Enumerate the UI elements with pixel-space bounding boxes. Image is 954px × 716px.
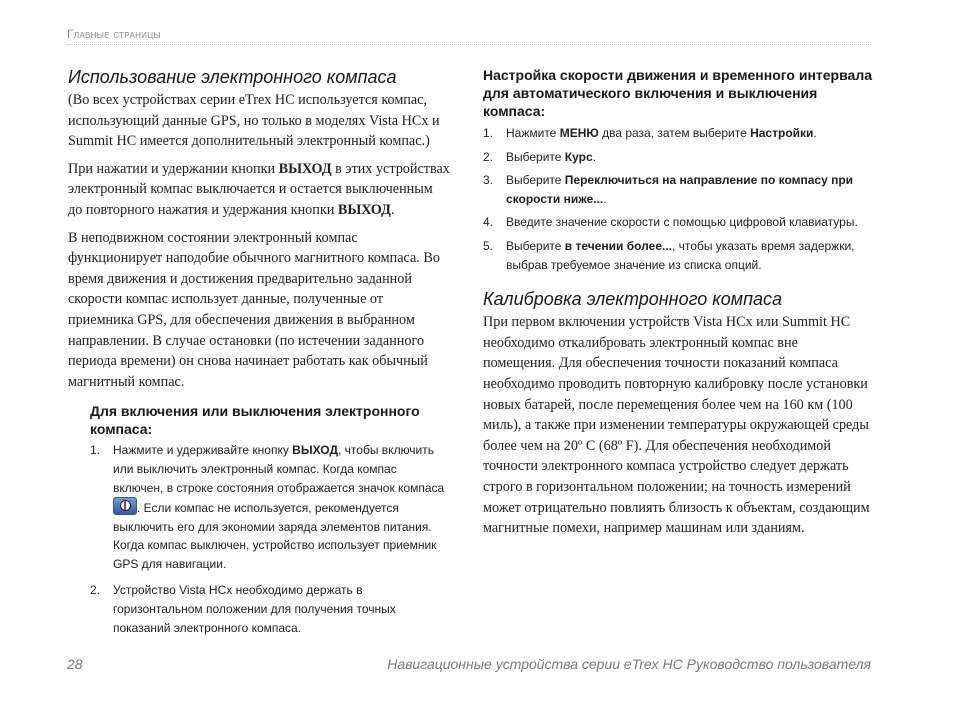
text-run: . Если компас не используется, рекомендуется выключить его для экономии заряда элементов питания. Когда компас выключен, устройство использует приемник GPS для навигации. xyxy=(113,501,437,571)
text-run: Введите значение скорости с помощью цифровой клавиатуры. xyxy=(506,215,858,230)
steps-list xyxy=(483,124,873,274)
footer-title: Навигационные устройства серии eTrex HC Руководство пользователя xyxy=(387,656,871,672)
section-title-rest: лавные страницы xyxy=(73,27,161,41)
step-number: 1. xyxy=(483,126,494,140)
paragraph-intro: (Во всех устройствах серии eTrex HC используется компас, использующий данные GPS, но только в моделях Vista HCx и Summit HC имеется дополнительный электронный компас.) xyxy=(68,92,440,150)
exit-key-label: ВЫХОД xyxy=(337,201,391,218)
text-run: Выберите xyxy=(506,173,565,188)
list-item xyxy=(483,148,873,167)
text-run: . xyxy=(603,191,607,206)
procedure-toggle-compass xyxy=(68,402,450,637)
procedure-heading: Для включения или выключения электронного компаса: xyxy=(90,403,420,438)
section-title-first: Г xyxy=(67,27,74,41)
step-number: 2. xyxy=(483,149,494,164)
paragraph-calibration: При первом включении устройств Vista HCx или Summit HC необходимо откалибровать электронный компас вне помещения. Для обеспечения точности показаний компаса необходимо проводить повторную калибровку после установки новых батарей, после перемещения более чем на 160 км (100 миль), а также при изменении температуры окружающей среды более чем на 20º C (68º F). Для обеспечения необходимой точности электронного компаса устройство следует держать строго в горизонтальном положении; на точность измерений может отрицательно повлиять близость к объектам, создающим магнитные помехи, например машинам или зданиям. xyxy=(483,314,870,537)
running-header xyxy=(67,27,871,45)
text-run: два раза, затем выберите xyxy=(598,126,751,140)
menu-key-label: МЕНЮ xyxy=(559,126,599,140)
steps-list xyxy=(90,441,450,637)
list-item xyxy=(90,441,450,573)
page-number: 28 xyxy=(67,656,83,672)
exit-key-label: ВЫХОД xyxy=(292,443,339,458)
switch-option-label: Переключиться на направление по компасу при скорости ниже... xyxy=(506,173,854,206)
list-item xyxy=(483,124,873,143)
paragraph-stationary: В неподвижном состоянии электронный компас функционирует наподобие обычного магнитного компаса. Во время движения и достижения предварительно заданной скорости компас использует данные, полученные от приемника GPS, для обеспечения движения в выбранном направлении. В случае остановки (по истечении заданного периода времени) он снова начинает работать как обычный магнитный компас. xyxy=(68,229,440,390)
list-item xyxy=(90,581,450,637)
list-item xyxy=(483,171,873,208)
step-number: 1. xyxy=(90,443,101,458)
step-number: 3. xyxy=(483,173,494,188)
text-run: . xyxy=(813,126,817,140)
section-heading-calibration: Калибровка электронного компаса xyxy=(483,289,783,310)
text-run: Устройство Vista HCx необходимо держать в горизонтальном положении для получения точных показаний электронного компаса. xyxy=(113,583,396,635)
compass-icon xyxy=(113,497,137,515)
text-run: в этих устройствах электронный компас выключается и остается выключенным до повторного нажатия и удержания кнопки xyxy=(68,160,450,218)
left-column xyxy=(68,66,450,642)
text-run: . xyxy=(390,201,395,218)
text-run: Нажмите xyxy=(506,126,560,140)
text-run: При нажатии и удержании кнопки xyxy=(68,160,279,177)
exit-key-label: ВЫХОД xyxy=(278,160,332,177)
step-number: 5. xyxy=(483,238,494,253)
text-run: Выберите xyxy=(506,149,565,164)
procedure-heading-speed: Настройка скорости движения и временного интервала для автоматического включения и выключения компаса: xyxy=(483,67,872,119)
text-run: , чтобы включить или выключить электронный компас. Когда компас включен, в строке состояния отображается значок компаса xyxy=(113,443,445,495)
text-run: Нажмите и удерживайте кнопку xyxy=(113,443,293,458)
list-item xyxy=(483,213,873,232)
paragraph-exit-button xyxy=(68,159,450,221)
text-run: . xyxy=(592,149,596,164)
list-item xyxy=(483,237,873,274)
step-number: 4. xyxy=(483,215,494,230)
section-heading-compass-usage: Использование электронного компаса xyxy=(68,67,397,87)
text-run: , чтобы указать время задержки, выбрав требуемое значение из списка опций. xyxy=(506,238,855,272)
delay-option-label: в течении более... xyxy=(564,238,672,253)
heading-option-label: Курс xyxy=(564,149,593,164)
settings-label: Настройки xyxy=(750,126,814,140)
text-run: Выберите xyxy=(506,238,565,253)
right-column xyxy=(483,66,873,546)
step-number: 2. xyxy=(90,583,101,598)
